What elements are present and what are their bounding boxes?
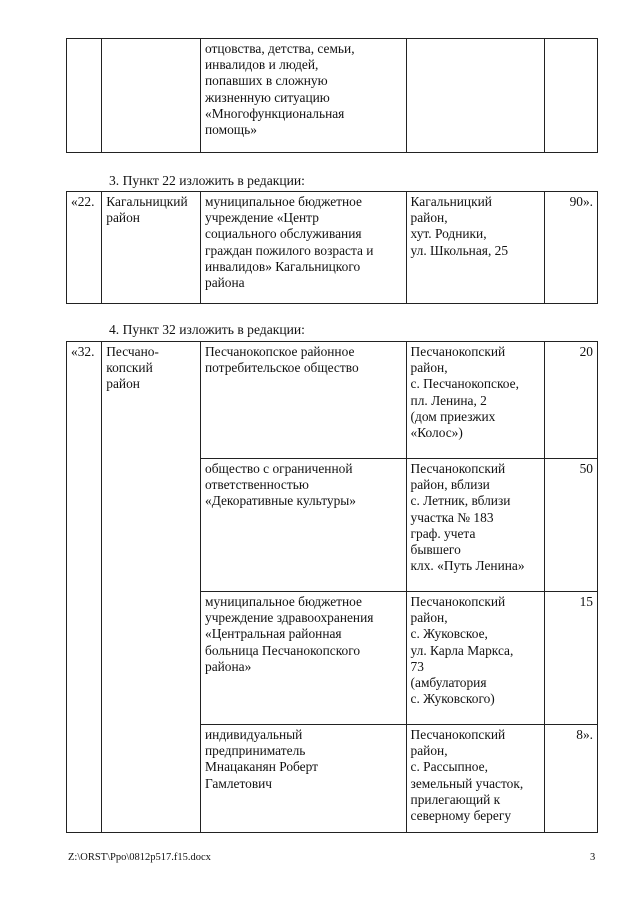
section-4-heading: 4. Пункт 32 изложить в редакции: [109,322,305,337]
cell-district [102,39,201,153]
cell-address: Песчанокопский район, с. Песчанокопское, пл. Ленина, 2 (дом приезжих «Колос») [406,342,544,459]
footer-page-number: 3 [590,852,596,863]
table-continuation [66,38,598,153]
table-item-22 [66,191,598,304]
cell-number [67,39,102,153]
cell-address: Песчанокопский район, с. Жуковское, ул. Карла Маркса, 73 (амбулатория с. Жуковского) [406,592,544,725]
cell-district: Песчано- копский район [102,342,201,833]
cell-quantity: 20 [544,342,597,459]
cell-quantity: 15 [544,592,597,725]
cell-address [406,39,544,153]
cell-district: Кагальницкий район [102,192,201,304]
cell-organization: Песчанокопское районное потребительское общество [201,342,407,459]
cell-number: «22. [67,192,102,304]
cell-number: «32. [67,342,102,833]
cell-quantity: 8». [544,725,597,833]
table-row [67,39,598,153]
cell-organization: муниципальное бюджетное учреждение здравоохранения «Центральная районная больница Песчанокопского района» [201,592,407,725]
cell-address: Песчанокопский район, вблизи с. Летник, вблизи участка № 183 граф. учета бывшего клх. «Путь Ленина» [406,459,544,592]
table-row [67,192,598,304]
table-item-32 [66,341,598,833]
cell-organization: муниципальное бюджетное учреждение «Центр социального обслуживания граждан пожилого возраста и инвалидов» Кагальницкого района [201,192,407,304]
cell-quantity [544,39,597,153]
cell-organization: отцовства, детства, семьи, инвалидов и людей, попавших в сложную жизненную ситуацию «Многофункциональная помощь» [201,39,407,153]
footer-file-path: Z:\ORST\Ppo\0812p517.f15.docx [68,852,211,863]
section-3-heading: 3. Пункт 22 изложить в редакции: [109,173,305,188]
cell-organization: индивидуальный предприниматель Мнацаканян Роберт Гамлетович [201,725,407,833]
table-row [67,342,598,459]
cell-address: Кагальницкий район, хут. Родники, ул. Школьная, 25 [406,192,544,304]
cell-quantity: 50 [544,459,597,592]
cell-address: Песчанокопский район, с. Рассыпное, земельный участок, прилегающий к северному берегу [406,725,544,833]
cell-organization: общество с ограниченной ответственностью «Декоративные культуры» [201,459,407,592]
cell-quantity: 90». [544,192,597,304]
